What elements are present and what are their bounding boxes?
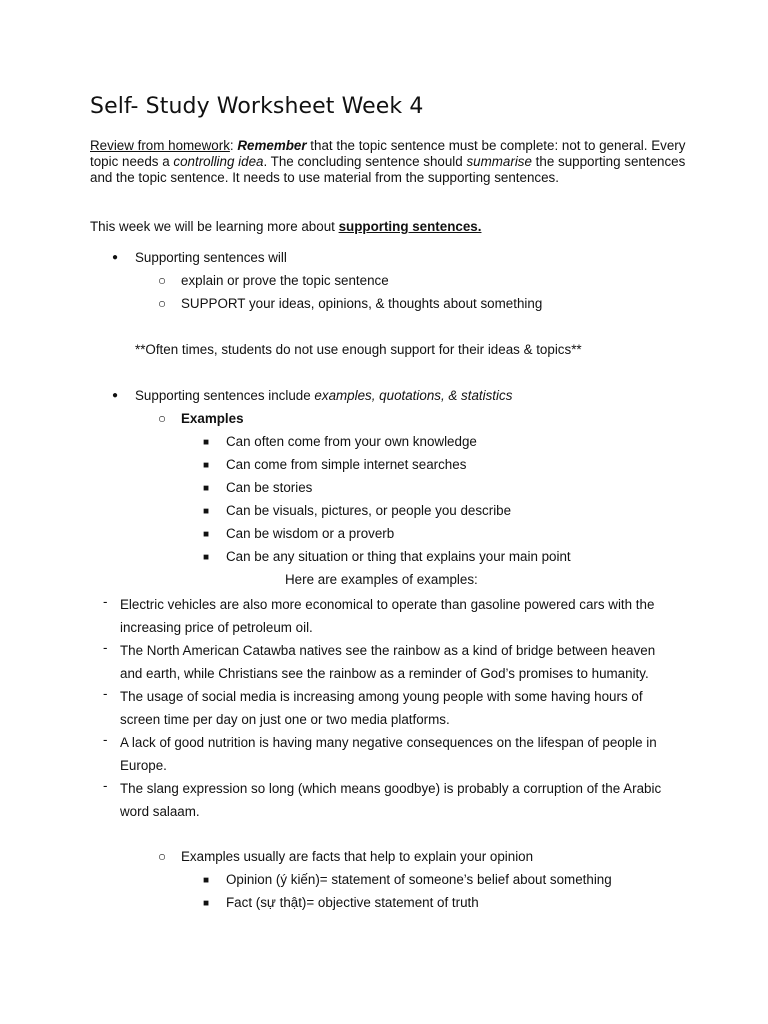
list-item: Supporting sentences will	[135, 250, 287, 265]
example-item: - A lack of good nutrition is having many negative consequences on the lifespan of people in Europe.	[103, 731, 683, 777]
list-item: SUPPORT your ideas, opinions, & thoughts about something	[181, 296, 543, 311]
example-item: - The North American Catawba natives see the rainbow as a kind of bridge between heaven and earth, while Christians see the rainbow as a reminder of God’s promises to humanity.	[103, 639, 683, 685]
square-bullet-icon: ■	[203, 483, 210, 494]
list-item: Can be wisdom or a proverb	[226, 526, 395, 541]
review-paragraph: Review from homework: Remember that the topic sentence must be complete: not to general. Every topic needs a controlling idea. The concluding sentence should summarise the supporting sentences and the topic sentence. It needs to use material from the supporting sentences.	[90, 138, 686, 185]
list-item: Can be visuals, pictures, or people you describe	[226, 503, 512, 518]
supporting-sentences-highlight: supporting sentences.	[338, 219, 482, 234]
support-note: **Often times, students do not use enough support for their ideas & topics**	[135, 342, 582, 357]
list-item: Can come from simple internet searches	[226, 457, 467, 472]
square-bullet-icon: ■	[203, 437, 210, 448]
list-item: Fact (sự thật)= objective statement of truth	[226, 895, 479, 910]
remember-text: Remember	[237, 138, 307, 153]
example-item: - The usage of social media is increasing among young people with some having hours of screen time per day on just one or two media platforms.	[103, 685, 683, 731]
list-item: Can often come from your own knowledge	[226, 434, 477, 449]
example-item: - The slang expression so long (which means goodbye) is probably a corruption of the Arabic word salaam.	[103, 777, 683, 823]
examples-heading: Examples	[181, 411, 244, 426]
square-bullet-icon: ■	[203, 460, 210, 471]
dash-bullet: -	[103, 686, 108, 701]
list-item: Examples usually are facts that help to explain your opinion	[181, 849, 534, 864]
week-line: This week we will be learning more about supporting sentences.	[90, 219, 482, 234]
dash-bullet: -	[103, 778, 108, 793]
square-bullet-icon: ■	[203, 552, 210, 563]
circle-bullet-icon: ○	[158, 273, 167, 288]
example-item: - Electric vehicles are also more economical to operate than gasoline powered cars with the increasing price of petroleum oil.	[103, 593, 683, 639]
circle-bullet-icon: ○	[158, 849, 167, 864]
square-bullet-icon: ■	[203, 506, 210, 517]
dash-bullet: -	[103, 640, 108, 655]
list-item: Can be any situation or thing that explains your main point	[226, 549, 571, 564]
list-item: explain or prove the topic sentence	[181, 273, 389, 288]
bullet-icon: ●	[112, 390, 119, 401]
list-item: Can be stories	[226, 480, 313, 495]
examples-caption: Here are examples of examples:	[285, 572, 478, 587]
list-item: Supporting sentences include examples, quotations, & statistics	[135, 388, 513, 403]
dash-bullet: -	[103, 732, 108, 747]
square-bullet-icon: ■	[203, 529, 210, 540]
circle-bullet-icon: ○	[158, 296, 167, 311]
square-bullet-icon: ■	[203, 898, 210, 909]
dash-bullet: -	[103, 594, 108, 609]
review-label: Review from homework	[90, 138, 230, 153]
circle-bullet-icon: ○	[158, 411, 167, 426]
list-item: Opinion (ý kiến)= statement of someone’s belief about something	[226, 872, 612, 887]
square-bullet-icon: ■	[203, 875, 210, 886]
page-title: Self- Study Worksheet Week 4	[90, 94, 424, 119]
bullet-icon: ●	[112, 252, 119, 263]
